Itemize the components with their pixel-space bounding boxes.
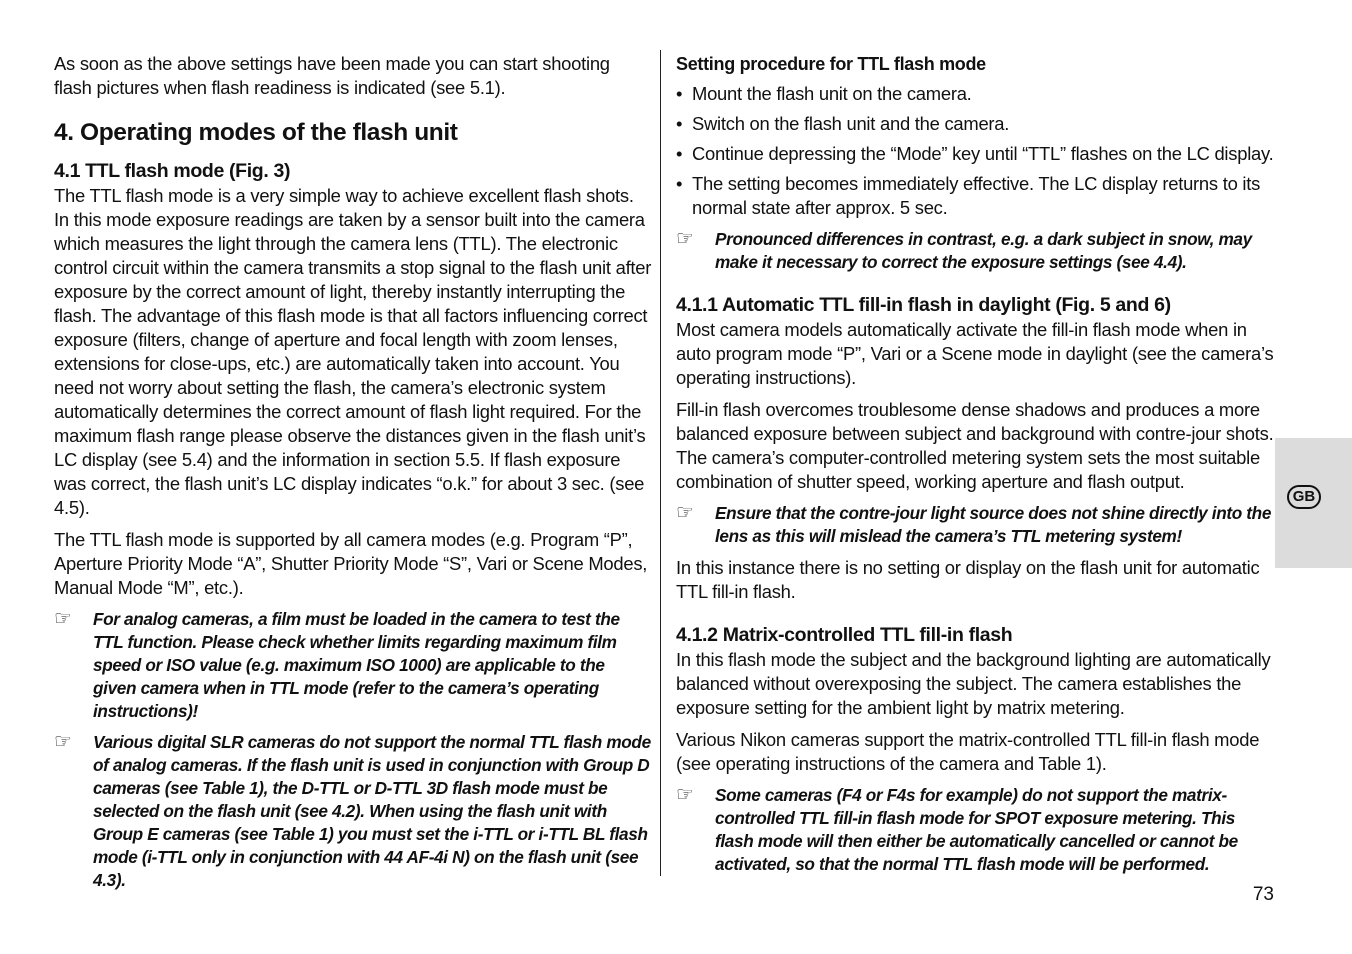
subsection-heading-fill-in: 4.1.1 Automatic TTL fill-in flash in daylight (Fig. 5 and 6): [676, 294, 1171, 316]
bullet-text: The setting becomes immediately effective. The LC display returns to its normal state after approx. 5 sec.: [692, 173, 1261, 218]
procedure-bullet: [676, 112, 1274, 136]
pointing-hand-icon: ☞: [676, 228, 694, 250]
right-column: [676, 52, 1274, 876]
left-column: [54, 52, 652, 892]
language-tab: [1275, 438, 1352, 568]
column-divider: [660, 50, 661, 876]
matrix-paragraph-1: In this flash mode the subject and the background lighting are automatically balanced without overexposing the subject. The camera establishes the exposure setting for the ambient light by matrix metering.: [676, 649, 1271, 718]
pointing-hand-icon: ☞: [54, 608, 72, 630]
note-text: Some cameras (F4 or F4s for example) do not support the matrix-controlled TTL fill-in flash mode for SPOT exposure metering. This flash mode will then either be automatically cancelled or cannot be activated, so that the normal TTL flash mode will be performed.: [715, 785, 1238, 874]
bullet-text: Mount the flash unit on the camera.: [692, 83, 972, 104]
bullet-marker: •: [676, 173, 683, 194]
bullet-marker: •: [676, 113, 683, 134]
ttl-description-paragraph: The TTL flash mode is a very simple way to achieve excellent flash shots. In this mode exposure readings are taken by a sensor built into the camera which measures the light through the camera lens (TTL). The electronic control circuit within the camera transmits a stop signal to the flash unit after exposure by the correct amount of light, thereby instantly interrupting the flash. The advantage of this flash mode is that all factors influencing correct exposure (filters, change of aperture and focal length with zoom lenses, extensions for close-ups, etc.) are automatically taken into account. You need not worry about setting the flash, the camera’s electronic system automatically determines the correct amount of flash light required. For the maximum flash range please observe the distances given in the flash unit’s LC display (see 5.4) and the information in section 5.5. If flash exposure was correct, the flash unit’s LC display indicates “o.k.” for about 3 sec. (see 4.5).: [54, 185, 652, 518]
fill-in-paragraph-3: In this instance there is no setting or display on the flash unit for automatic TTL fill-in flash.: [676, 557, 1260, 602]
fill-in-paragraph-1: Most camera models automatically activate the fill-in flash mode when in auto program mode “P”, Vari or a Scene mode in daylight (see the camera’s operating instructions).: [676, 319, 1274, 388]
note-spot-metering: [676, 784, 1274, 876]
procedure-title: Setting procedure for TTL flash mode: [676, 54, 986, 74]
bullet-text: Continue depressing the “Mode” key until “TTL” flashes on the LC display.: [692, 143, 1274, 164]
section-heading: 4. Operating modes of the flash unit: [54, 119, 458, 146]
bullet-text: Switch on the flash unit and the camera.: [692, 113, 1010, 134]
note-analog-cameras: [54, 608, 652, 723]
procedure-bullet: [676, 82, 1274, 106]
bullet-marker: •: [676, 143, 683, 164]
subsection-heading-matrix: 4.1.2 Matrix-controlled TTL fill-in flash: [676, 624, 1013, 646]
bullet-marker: •: [676, 83, 683, 104]
note-text: For analog cameras, a film must be loaded in the camera to test the TTL function. Please check whether limits regarding maximum film speed or ISO value (e.g. maximum ISO 1000) are applicable to the given camera when in TTL mode (refer to the camera’s operating instructions)!: [93, 609, 620, 721]
note-contre-jour: [676, 502, 1274, 548]
note-digital-slr: [54, 731, 652, 892]
procedure-bullet: [676, 172, 1274, 220]
fill-in-paragraph-2: Fill-in flash overcomes troublesome dense shadows and produces a more balanced exposure between subject and background with contre-jour shots. The camera’s computer-controlled metering system sets the most suitable combination of shutter speed, working aperture and flash output.: [676, 399, 1274, 492]
intro-paragraph: As soon as the above settings have been made you can start shooting flash pictures when flash readiness is indicated (see 5.1).: [54, 53, 610, 98]
subsection-heading-ttl: 4.1 TTL flash mode (Fig. 3): [54, 160, 291, 182]
ttl-camera-modes-paragraph: The TTL flash mode is supported by all camera modes (e.g. Program “P”, Aperture Priority Mode “A”, Shutter Priority Mode “S”, Vari or Scene Modes, Manual Mode “M”, etc.).: [54, 529, 648, 598]
language-badge: GB: [1287, 485, 1321, 509]
note-text: Pronounced differences in contrast, e.g. a dark subject in snow, may make it necessary to correct the exposure settings (see 4.4).: [715, 229, 1252, 272]
procedure-bullet: [676, 142, 1274, 166]
matrix-paragraph-2: Various Nikon cameras support the matrix-controlled TTL fill-in flash mode (see operating instructions of the camera and Table 1).: [676, 729, 1260, 774]
note-contrast: [676, 228, 1274, 274]
pointing-hand-icon: ☞: [676, 502, 694, 524]
pointing-hand-icon: ☞: [676, 784, 694, 806]
note-text: Various digital SLR cameras do not support the normal TTL flash mode of analog cameras. If the flash unit is used in conjunction with Group D cameras (see Table 1), the D-TTL or D-TTL 3D flash mode must be selected on the flash unit (see 4.2). When using the flash unit with Group E cameras (see Table 1) you must set the i-TTL or i-TTL BL flash mode (i-TTL only in conjunction with 44 AF-4i N) on the flash unit (see 4.3).: [93, 732, 651, 890]
pointing-hand-icon: ☞: [54, 731, 72, 753]
page-number: 73: [1252, 884, 1274, 905]
note-text: Ensure that the contre-jour light source does not shine directly into the lens as this will mislead the camera’s TTL metering system!: [715, 503, 1272, 546]
